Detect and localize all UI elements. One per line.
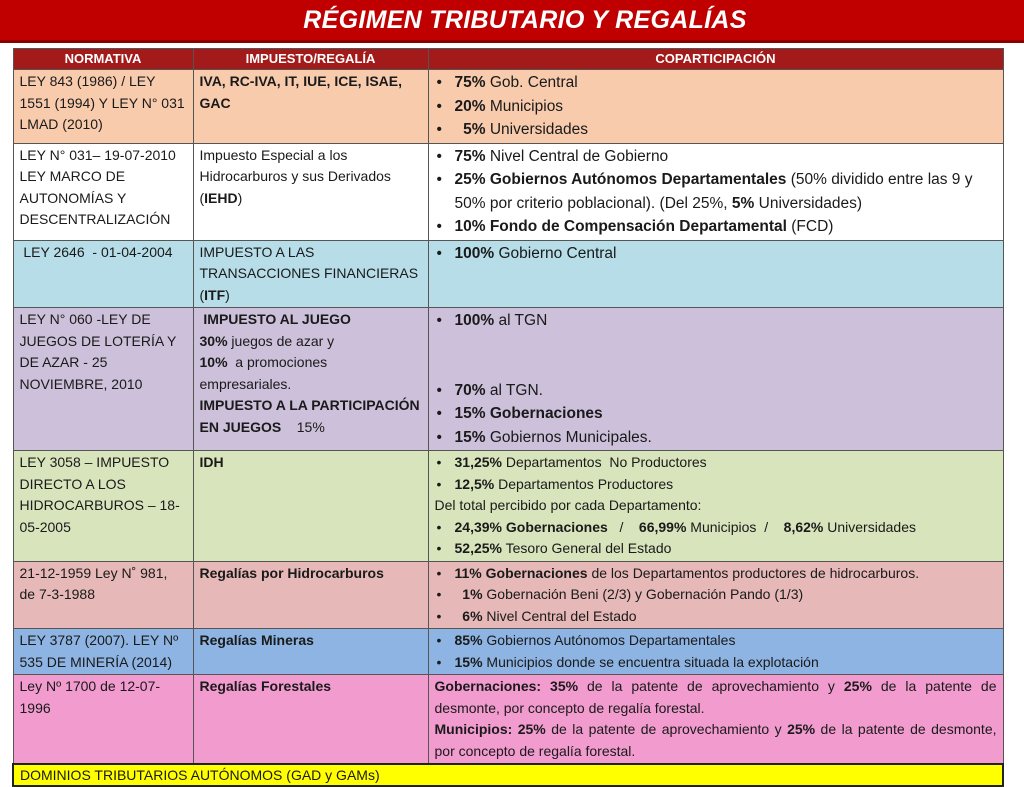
list-item (455, 309, 997, 333)
spacer (435, 333, 997, 379)
text: IMPUESTO A LA PARTICIPACIÓN EN JUEGOS (199, 397, 420, 435)
pct: 20% (454, 97, 486, 115)
text: ) (225, 286, 230, 303)
table-row (13, 675, 1003, 765)
text: (FCD) (786, 218, 834, 235)
pct: 52,25% (454, 540, 502, 556)
list-item (455, 517, 997, 539)
text: Nivel Central de Gobierno (485, 147, 669, 165)
table-row (13, 451, 1003, 562)
cell-dominios: DOMINIOS TRIBUTARIOS AUTÓNOMOS (GAD y GAMs) (13, 764, 1003, 786)
pct: 6% (454, 607, 483, 624)
text: de la patente de aprovechamiento y (545, 721, 788, 737)
cell-normativa: Ley Nº 1700 de 12-07-1996 (13, 675, 193, 765)
pct: 5% (454, 121, 486, 138)
text: al TGN. (485, 381, 543, 399)
pct: Municipios: 25% (434, 721, 546, 737)
cell-normativa: LEY 3058 – IMPUESTO DIRECTO A LOS HIDROCARBUROS – 18-05-2005 (13, 451, 193, 562)
pct: Gobernaciones: 35% (434, 678, 579, 694)
pct: 11% Gobernaciones (454, 564, 588, 581)
pct: 15% (454, 653, 483, 670)
pct: 24,39% Gobernaciones (454, 518, 608, 535)
text: (50% dividido entre las 9 y 50% por criterio poblacional). (Del 25%, (454, 171, 973, 212)
list-item (455, 118, 997, 142)
pct: 85% (454, 632, 483, 648)
cell-impuesto: Regalías Mineras (193, 629, 428, 675)
list-item (455, 71, 997, 95)
table-row (13, 70, 1003, 144)
list-item (455, 215, 997, 239)
pct: 8,62% (783, 518, 824, 535)
pct: 100% (454, 312, 495, 329)
list-item (455, 563, 997, 585)
list-item (455, 168, 997, 215)
pct: 75% (454, 74, 486, 91)
header-impuesto: IMPUESTO/REGALÍA (193, 49, 428, 70)
text: Gobierno Central (494, 244, 617, 262)
text: Municipios / (686, 518, 784, 535)
list-item (455, 452, 997, 474)
pct: 15% (454, 428, 486, 446)
slide-title: RÉGIMEN TRIBUTARIO Y REGALÍAS (280, 2, 770, 38)
text: de los Departamentos productores de hidrocarburos. (587, 564, 920, 581)
pct: 100% (454, 244, 495, 262)
text: Gobernación Beni (2/3) y Gobernación Pando (1/3) (482, 586, 804, 602)
list-item (455, 538, 997, 560)
pct: 31,25% (454, 454, 502, 470)
paragraph (435, 676, 997, 719)
cell-coparticipacion (428, 308, 1003, 451)
text: juegos de azar y (227, 332, 335, 349)
text: IEHD (204, 189, 238, 206)
cell-normativa: LEY N° 031– 19-07-2010 LEY MARCO DE AUTONOMÍAS Y DESCENTRALIZACIÓN (13, 143, 193, 240)
table-row (13, 764, 1003, 786)
header-row (13, 49, 1003, 70)
pct: 25% (787, 721, 816, 737)
cell-normativa: 21-12-1959 Ley N˚ 981, de 7-3-1988 (13, 561, 193, 629)
list-item (455, 242, 997, 266)
pct: 5% (731, 194, 755, 212)
text: Universidades (823, 518, 916, 535)
title-bar (0, 0, 1024, 43)
text: Impuesto Especial a los Hidrocarburos y sus Derivados ( (199, 146, 391, 206)
table-row (13, 143, 1003, 240)
cell-normativa: LEY N° 060 -LEY DE JUEGOS DE LOTERÍA Y DE AZAR - 25 NOVIEMBRE, 2010 (13, 308, 193, 451)
table-row (13, 561, 1003, 629)
cell-impuesto: IDH (193, 451, 428, 562)
text: Municipios donde se encuentra situada la explotación (482, 653, 819, 670)
pct: 25% (843, 678, 872, 694)
cell-impuesto (193, 240, 428, 308)
tax-table (12, 48, 1004, 787)
pct: 1% (454, 586, 483, 602)
cell-normativa: LEY 3787 (2007). LEY Nº 535 DE MINERÍA (2014) (13, 629, 193, 675)
list-item (455, 379, 997, 403)
text: IMPUESTO A LAS TRANSACCIONES FINANCIERAS ( (199, 243, 419, 303)
pct: 10% (199, 354, 228, 370)
pct: 70% (454, 381, 486, 399)
text: Municipios (485, 97, 564, 115)
text: Departamentos No Productores (501, 454, 707, 470)
list-item (455, 652, 997, 674)
cell-coparticipacion (428, 70, 1003, 144)
text: de la patente de desmonte, por concepto de regalía forestal. (434, 678, 997, 716)
cell-impuesto: Regalías Forestales (193, 675, 428, 765)
cell-coparticipacion (428, 240, 1003, 308)
text: / (607, 518, 639, 535)
text: Gobiernos Municipales. (485, 428, 652, 446)
cell-coparticipacion (428, 143, 1003, 240)
list-item (455, 630, 997, 652)
cell-coparticipacion (428, 451, 1003, 562)
pct: 10% Fondo de Compensación Departamental (454, 218, 787, 235)
text: a promociones empresariales. (199, 354, 332, 392)
text: al TGN (494, 312, 548, 329)
text: de la patente de aprovechamiento y (578, 678, 844, 694)
cell-coparticipacion (428, 675, 1003, 765)
list-item (455, 606, 997, 628)
text: Universidades (485, 121, 589, 138)
header-coparticipacion: COPARTICIPACIÓN (428, 49, 1003, 70)
text (200, 395, 422, 438)
text (200, 352, 422, 395)
pct: 15% (281, 418, 325, 435)
text: Nivel Central del Estado (482, 607, 637, 624)
pct: 15% Gobernaciones (454, 405, 603, 422)
cell-coparticipacion (428, 561, 1003, 629)
text: de la patente de desmonte, por concepto de regalía forestal. (434, 721, 997, 759)
text: ITF (204, 286, 226, 303)
text: Tesoro General del Estado (501, 540, 672, 556)
table-row (13, 240, 1003, 308)
cell-impuesto (193, 143, 428, 240)
text: IMPUESTO AL JUEGO (199, 311, 351, 327)
pct: 30% (199, 332, 228, 349)
table-row (13, 629, 1003, 675)
text: Departamentos Productores (494, 475, 674, 492)
cell-coparticipacion (428, 629, 1003, 675)
list-item (455, 426, 997, 450)
list-item (455, 145, 997, 169)
text: Gob. Central (485, 74, 578, 91)
paragraph (435, 719, 997, 762)
header-normativa: NORMATIVA (13, 49, 193, 70)
pct: 75% (454, 147, 486, 165)
list-item (455, 95, 997, 119)
list-item (455, 584, 997, 606)
note-text: Del total percibido por cada Departamento: (434, 497, 702, 513)
text (200, 331, 422, 353)
cell-impuesto (193, 308, 428, 451)
text: Universidades) (754, 194, 863, 212)
cell-normativa: LEY 843 (1986) / LEY 1551 (1994) Y LEY N° 031 LMAD (2010) (13, 70, 193, 144)
cell-impuesto: Regalías por Hidrocarburos (193, 561, 428, 629)
pct: 12,5% (454, 475, 495, 492)
list-item (455, 474, 997, 496)
text: ) (237, 189, 243, 206)
pct: 66,99% (638, 518, 687, 535)
list-item (455, 402, 997, 426)
cell-normativa: LEY 2646 - 01-04-2004 (13, 240, 193, 308)
pct: 25% Gobiernos Autónomos Departamentales (454, 171, 787, 188)
table-row (13, 308, 1003, 451)
text: Gobiernos Autónomos Departamentales (482, 632, 736, 648)
cell-impuesto: IVA, RC-IVA, IT, IUE, ICE, ISAE, GAC (193, 70, 428, 144)
